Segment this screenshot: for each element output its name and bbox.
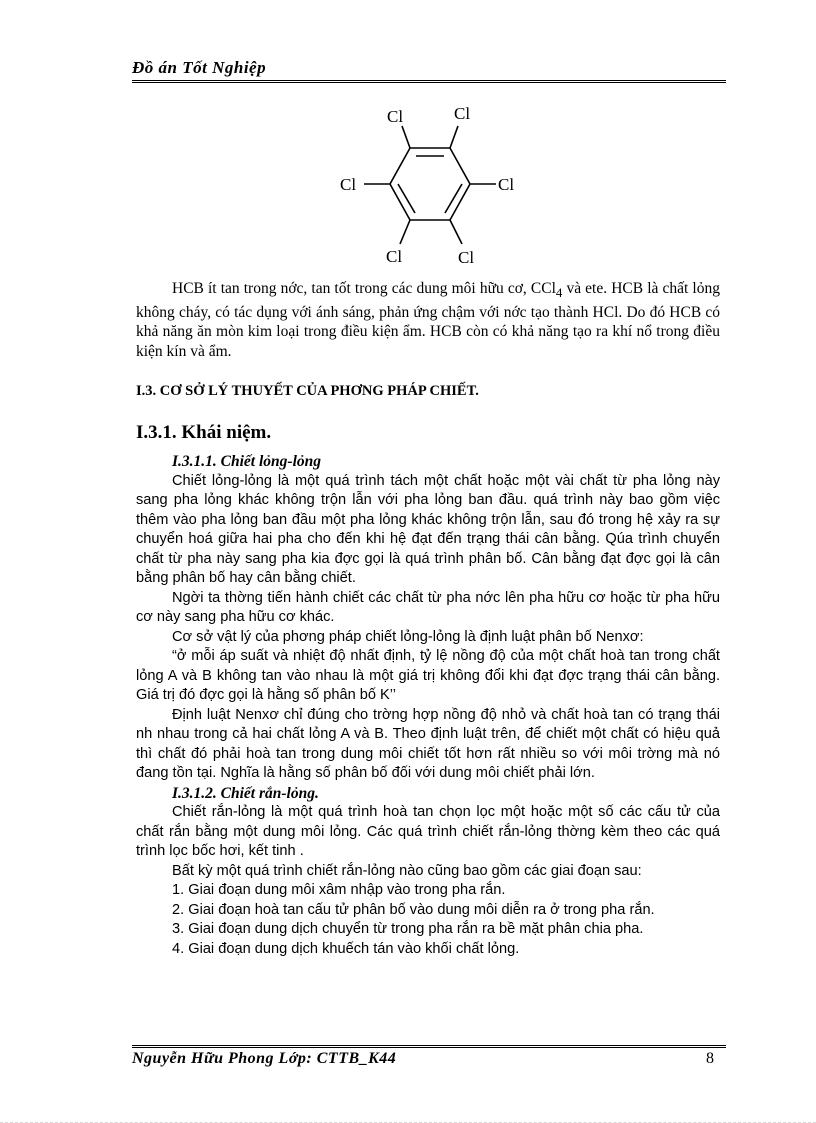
paragraph-solid-2: Bất kỳ một quá trình chiết rắn-lỏng nào cũng bao gồm các giai đoạn sau: [172,862,642,879]
subsubsection-title-2: I.3.1.2. Chiết rắn-lỏng. [172,784,319,802]
cl-label-bottom-right: Cl [458,248,475,267]
footer-author: Nguyễn Hữu Phong Lớp: CTTB_K44 [132,1050,397,1067]
intro-paragraph [136,279,720,361]
intro-block [136,279,720,361]
list-item: 3. Giai đoạn dung dịch chuyển từ trong pha rắn ra bề mặt phân chia pha. [172,921,644,937]
page-number: 8 [706,1050,714,1067]
hexachlorobenzene-structure [330,96,530,272]
paragraph-liquid-3: Cơ sở vật lý của phơng pháp chiết lỏng-lỏng là định luật phân bố Nenxơ: [172,628,644,645]
list-item: 4. Giai đoạn dung dịch khuếch tán vào khối chất lỏng. [172,940,520,957]
cl-label-bottom-left: Cl [386,247,403,266]
footer-rule [132,1045,726,1049]
intro-subscript: 4 [555,285,563,301]
paragraph-solid-1: Chiết rắn-lỏng là một quá trình hoà tan chọn lọc một hoặc một số các cấu tử của chất rắn bằng một dung môi lỏng. Các quá trình chiết rắn-lỏng thờng kèm theo các quá trình lọc bốc hơi, kết tinh . [136,804,720,859]
subsection-heading: I.3.1. Khái niệm. [136,422,272,443]
cl-label-right: Cl [498,175,515,194]
cl-label-left: Cl [340,175,357,194]
subsection-body [136,452,720,959]
intro-text-b: và ete. HCB là chất lỏng không cháy, có tác dụng với ánh sáng, phản ứng chậm với nớc tạo thành HCl. Do đó HCB có khả năng ăn mòn kim loại trong điều kiện ẩm. HCB còn có khả năng tạo ra khí nổ trong điều kiện kín và ẩm. [136,280,720,360]
paragraph-liquid-1: Chiết lỏng-lỏng là một quá trình tách một chất hoặc một vài chất từ pha lỏng này sang pha lỏng khác không trộn lẫn với pha lỏng ban đầu. quá trình này bao gồm việc thêm vào pha lỏng ban đầu một pha lỏng khác không trộn lẫn, sau đó trong hệ xảy ra sự chuyển hoá giữa hai pha cho đến khi hệ đạt đến trạng thái cân bằng. Qúa trình chuyển chất từ pha này sang pha kia đợc gọi là quá trình phân bố. Cân bằng đạt đợc gọi là cân bằng phân bố hay cân bằng chiết. [136,472,720,586]
intro-text-a: HCB ít tan trong nớc, tan tốt trong các dung môi hữu cơ, CCl [172,280,556,297]
section-heading: I.3. CƠ SỞ LÝ THUYẾT CỦA PHƠNG PHÁP CHIẾT. [136,383,479,399]
subsubsection-title-1: I.3.1.1. Chiết lỏng-lỏng [172,453,321,470]
paragraph-liquid-5: Định luật Nenxơ chỉ đúng cho trờng hợp nồng độ nhỏ và chất hoà tan có trạng thái nh nhau trong cả hai chất lỏng A và B. Theo định luật trên, để chiết một chất có hiệu quả thì chất đó phải hoà tan trong dung môi chiết tốt hơn rất nhiều so với môi trờng mà nó đang tồn tại. Nghĩa là hằng số phân bố đối với dung môi chiết phải lớn. [136,706,720,781]
paragraph-liquid-2: Ngời ta thờng tiến hành chiết các chất từ pha nớc lên pha hữu cơ hoặc từ pha hữu cơ này sang pha hữu cơ khác. [136,589,720,625]
header-rule [132,80,726,84]
cl-label-top-right: Cl [454,104,471,123]
paragraph-nernst-law: “ở mỗi áp suất và nhiệt độ nhất định, tỷ lệ nồng độ của một chất hoà tan trong chất lỏng A và B không tan vào nhau là một giá trị không đổi khi đạt đợc trạng thái cân bằng. Giá trị đó đợc gọi là hằng số phân bố K’’ [136,648,720,703]
cl-label-top-left: Cl [387,107,404,126]
list-item: 2. Giai đoạn hoà tan cấu tử phân bố vào dung môi diễn ra ở trong pha rắn. [172,901,655,918]
list-item: 1. Giai đoạn dung môi xâm nhập vào trong pha rắn. [172,882,506,898]
header-title: Đồ án Tốt Nghiệp [132,58,267,77]
